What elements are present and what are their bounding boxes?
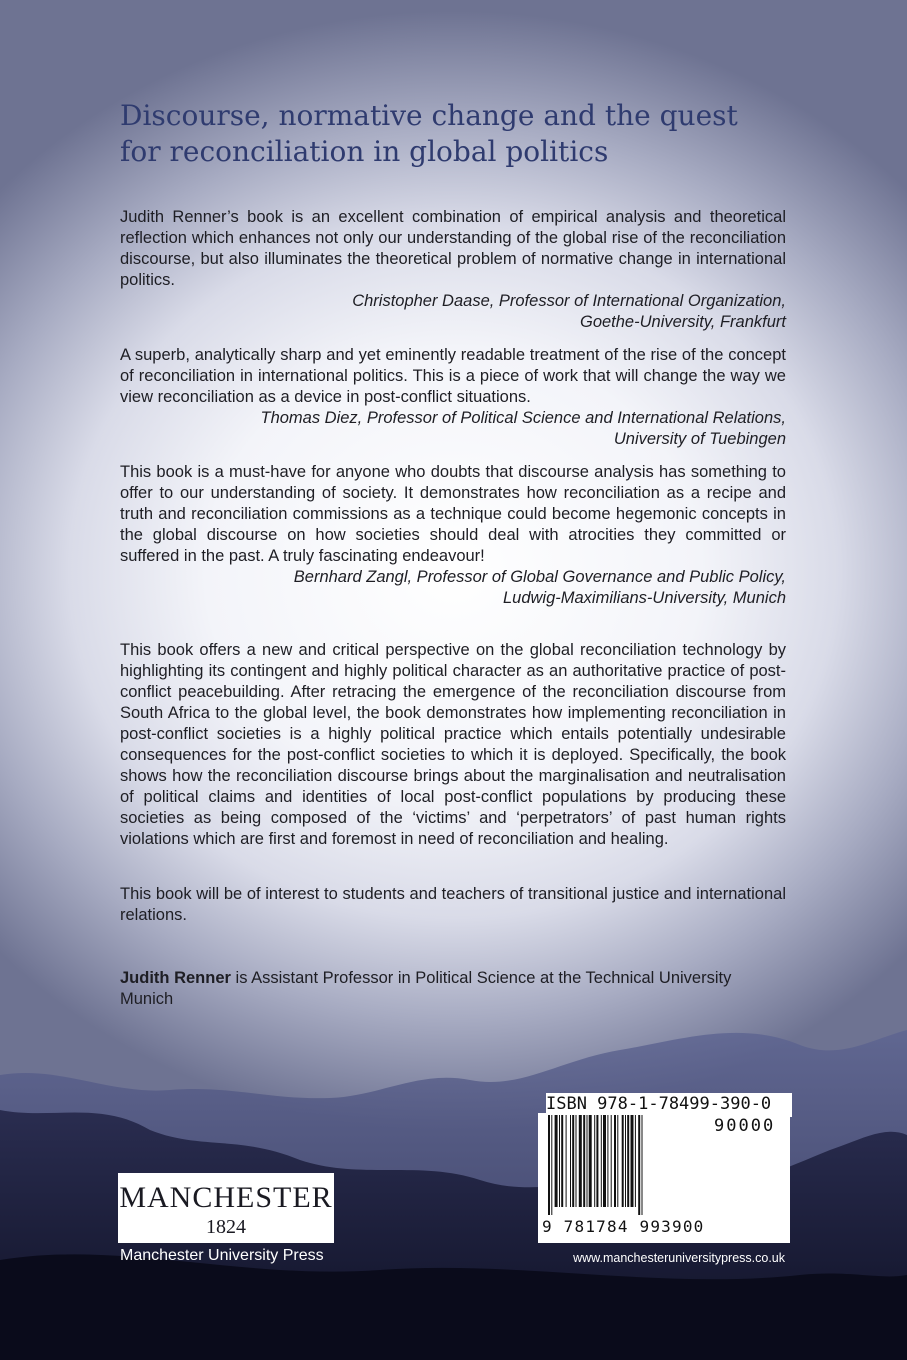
attribution-line-2: University of Tuebingen	[613, 430, 786, 448]
barcode-bar	[555, 1115, 558, 1207]
heading-line-2: for reconciliation in global politics	[120, 135, 609, 168]
logo-year: 1824	[206, 1216, 246, 1238]
barcode-bar	[583, 1115, 585, 1207]
barcode-bar	[566, 1115, 567, 1207]
barcode-bar	[642, 1115, 643, 1215]
publisher-logo	[118, 1173, 334, 1243]
barcode-bar	[561, 1115, 563, 1207]
author-name: Judith Renner	[120, 969, 231, 987]
barcode-bar	[635, 1115, 636, 1207]
barcode-bar	[551, 1115, 552, 1215]
barcode-bar	[570, 1115, 571, 1207]
logo-wordmark: MANCHESTER	[119, 1181, 333, 1214]
barcode-bar	[607, 1115, 608, 1207]
barcode-bar	[601, 1115, 602, 1207]
heading-line-1: Discourse, normative change and the quest	[120, 99, 738, 132]
quote-text: This book is a must-have for anyone who doubts that discourse analysis has something to offer to our understanding of society. It demonstrates how reconciliation as a recipe and truth and reconciliation commissions as a technique could become hegemonic concepts in the global discourse on how societies should deal with atrocities they committed or suffered in the past. A truly fascinating endeavour!	[120, 463, 786, 565]
barcode-bar	[627, 1115, 629, 1207]
attribution-line-2: Goethe-University, Frankfurt	[579, 313, 786, 331]
barcode-bar	[625, 1115, 626, 1207]
barcode-bar	[611, 1115, 612, 1207]
price-code: 90000	[714, 1116, 776, 1136]
barcode-bar	[589, 1115, 592, 1207]
barcode-bar	[638, 1115, 640, 1215]
description-text: This book offers a new and critical perspective on the global reconciliation technology by highlighting its contingent and highly political character as an authoritative practice of post-conflict peacebuilding. After retracing the emergence of the reconciliation discourse from South Africa to the global level, the book demonstrates how implementing reconciliation in post-conflict societies is a highly political practice which entails potentially undesirable consequences for the post-conflict societies to which it is deployed. Specifically, the book shows how the reconciliation discourse brings about the marginalisation and neutralisation of political claims and identities of local post-conflict populations by producing these societies as being composed of the ‘victims’ and ‘perpetrators’ of past human rights violations which are first and foremost in need of reconciliation and healing.	[120, 641, 786, 848]
barcode-bar	[614, 1115, 616, 1207]
publisher-website: www.manchesteruniversitypress.co.uk	[573, 1251, 785, 1265]
attribution-line-1: Christopher Daase, Professor of International Organization,	[352, 292, 786, 310]
barcode-bar	[559, 1115, 560, 1207]
publisher-name: Manchester University Press	[120, 1247, 324, 1264]
author-bio-text: is Assistant Professor in Political Science at the Technical University Munich	[120, 969, 732, 1008]
barcode-bar	[594, 1115, 595, 1207]
barcode-bar	[548, 1115, 550, 1215]
barcode-bars	[546, 1115, 706, 1219]
barcode-bar	[631, 1115, 634, 1207]
barcode-bar	[603, 1115, 606, 1207]
attribution-line-2: Ludwig-Maximilians-University, Munich	[502, 589, 786, 607]
attribution-line-1: Bernhard Zangl, Professor of Global Governance and Public Policy,	[293, 568, 786, 586]
attribution-line-1: Thomas Diez, Professor of Political Science and International Relations,	[260, 409, 786, 427]
barcode-bar	[572, 1115, 574, 1207]
barcode-bar	[596, 1115, 598, 1207]
barcode-bar	[579, 1115, 582, 1207]
audience-text: This book will be of interest to students and teachers of transitional justice and international relations.	[120, 885, 786, 924]
barcode-digits: 9 781784 993900	[542, 1217, 705, 1236]
barcode-bar	[587, 1115, 588, 1207]
barcode-bar	[617, 1115, 618, 1207]
barcode-bar	[622, 1115, 624, 1207]
quote-text: A superb, analytically sharp and yet eminently readable treatment of the rise of the concept of reconciliation in international politics. This is a piece of work that will change the way we view reconciliation as a device in post-conflict situations.	[120, 346, 786, 406]
isbn-number: ISBN 978-1-78499-390-0	[546, 1093, 792, 1117]
barcode-bar	[576, 1115, 577, 1207]
quote-text: Judith Renner’s book is an excellent combination of empirical analysis and theoretical reflection which enhances not only our understanding of the global rise of the reconciliation discourse, but also illuminates the theoretical problem of normative change in international politics.	[120, 208, 786, 289]
